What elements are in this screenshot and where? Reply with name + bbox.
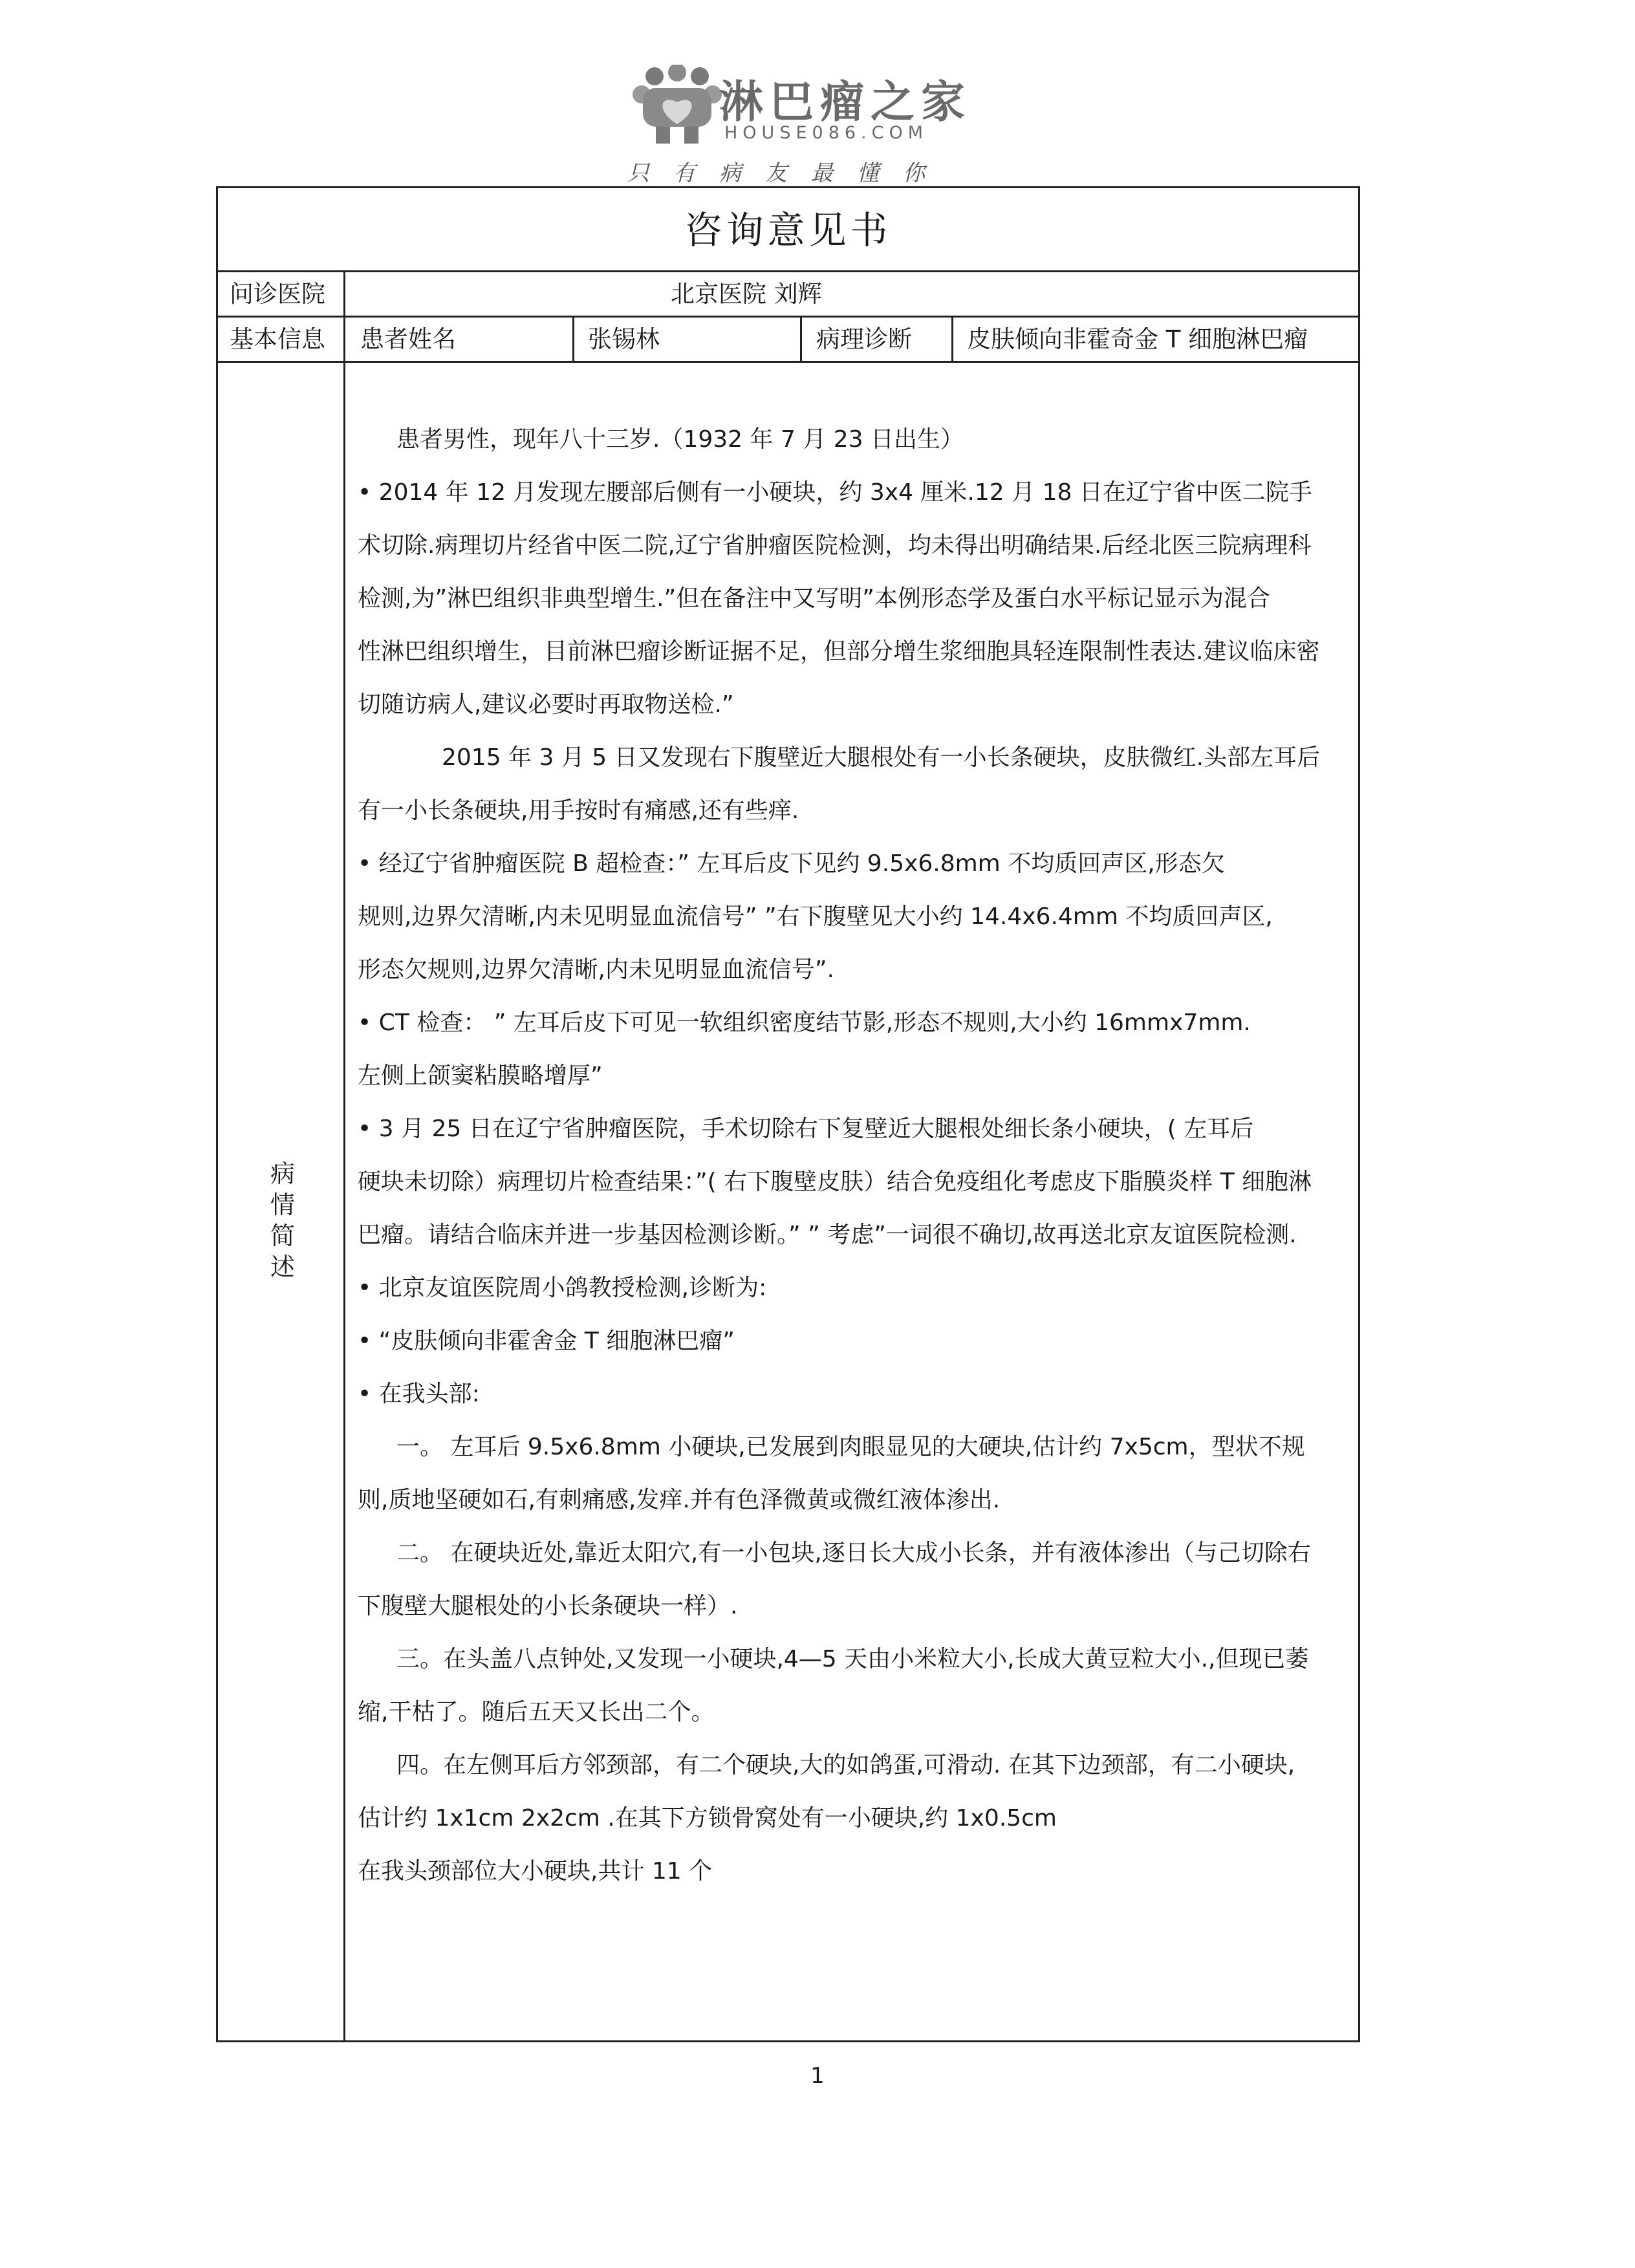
doctor-label: 问诊医院	[230, 280, 325, 308]
text-line: 则,质地坚硬如石,有刺痛感,发痒.并有色泽微黄或微红液体渗出.	[358, 1487, 1001, 1513]
text-line: 一。 左耳后 9.5x6.8mm 小硬块,已发展到肉眼显见的大硬块,估计约 7x5cm，型状不规	[396, 1434, 1305, 1460]
logo-name: 淋巴瘤之家	[719, 77, 972, 128]
logo-site-url: HOUSE086.COM	[724, 123, 929, 143]
text-line: 有一小长条硬块,用手按时有痛感,还有些痒.	[358, 797, 799, 824]
consultation-form	[216, 186, 1360, 2042]
text-line: 缩,干枯了。随后五天又长出二个。	[358, 1699, 715, 1725]
diagnosis-label: 病理诊断	[816, 325, 912, 353]
text-line: 规则,边界欠清晰,内未见明显血流信号” ”右下腹壁见大小约 14.4x6.4mm 不均质回声区,	[358, 903, 1273, 930]
basic-info-label: 基本信息	[230, 325, 325, 353]
text-line: 术切除.病理切片经省中医二院,辽宁省肿瘤医院检测，均未得出明确结果.后经北医三院病理科	[358, 532, 1312, 559]
text-line: 形态欠规则,边界欠清晰,内未见明显血流信号”.	[358, 956, 834, 983]
patient-name-label: 患者姓名	[360, 325, 456, 353]
text-line: • “皮肤倾向非霍舍金 T 细胞淋巴瘤”	[358, 1328, 735, 1354]
text-line: 2015 年 3 月 5 日又发现右下腹壁近大腿根处有一小长条硬块，皮肤微红.头部左耳后	[442, 744, 1321, 771]
page-number: 1	[810, 2063, 825, 2089]
text-line: 四。在左侧耳后方邻颈部，有二个硬块,大的如鸽蛋,可滑动. 在其下边颈部，有二小硬块,	[396, 1752, 1295, 1778]
text-line: 巴瘤。请结合临床并进一步基因检测诊断。” ” 考虑”一词很不确切,故再送北京友谊医院检测.	[358, 1222, 1297, 1248]
text-line: • 经辽宁省肿瘤医院 B 超检查：” 左耳后皮下见约 9.5x6.8mm 不均质回声区,形态欠	[358, 850, 1225, 877]
text-line: 二。 在硬块近处,靠近太阳穴,有一小包块,逐日长大成小长条，并有液体渗出（与己切除右	[396, 1540, 1311, 1566]
text-line: 三。在头盖八点钟处,又发现一小硬块,4—5 天由小米粒大小,长成大黄豆粒大小.,但现已萎	[396, 1646, 1309, 1672]
text-line: 患者男性，现年八十三岁.（1932 年 7 月 23 日出生）	[396, 426, 964, 453]
text-line: 估计约 1x1cm 2x2cm .在其下方锁骨窝处有一小硬块,约 1x0.5cm	[358, 1805, 1057, 1831]
logo-slogan: 只有病友最懂你	[627, 160, 949, 186]
text-line: 性淋巴组织增生，目前淋巴瘤诊断证据不足，但部分增生浆细胞具轻连限制性表达.建议临床密	[358, 638, 1320, 665]
divider	[951, 318, 953, 361]
section-label: 病 情 简 述	[270, 1160, 295, 1281]
divider	[800, 318, 802, 361]
text-line: 硬块未切除）病理切片检查结果：”( 右下腹壁皮肤）结合免疫组化考虑皮下脂膜炎样 T 细胞淋	[358, 1169, 1312, 1195]
doctor-row	[218, 272, 1358, 318]
text-line: 切随访病人,建议必要时再取物送检.”	[358, 691, 734, 718]
text-line: • 在我头部:	[358, 1381, 480, 1407]
people-logo-icon	[629, 65, 726, 146]
diagnosis-value: 皮肤倾向非霍奇金 T 细胞淋巴瘤	[967, 325, 1308, 353]
text-line: • 北京友谊医院周小鸽教授检测,诊断为:	[358, 1275, 767, 1301]
text-line: 左侧上颌窦粘膜略增厚”	[358, 1063, 603, 1089]
text-line: 下腹壁大腿根处的小长条硬块一样）.	[358, 1593, 738, 1619]
patient-name-value: 张锡林	[588, 325, 660, 353]
basic-info-row	[218, 318, 1358, 363]
form-title: 咨询意见书	[218, 188, 1358, 272]
text-line: 在我头颈部位大小硬块,共计 11 个	[358, 1858, 713, 1885]
text-line: • 3 月 25 日在辽宁省肿瘤医院，手术切除右下复壁近大腿根处细长条小硬块，( 左耳后	[358, 1116, 1254, 1142]
doctor-value: 北京医院 刘辉	[671, 280, 822, 308]
text-line: 检测,为”淋巴组织非典型增生.”但在备注中又写明”本例形态学及蛋白水平标记显示为混合	[358, 585, 1270, 612]
text-line: • CT 检查： ” 左耳后皮下可见一软组织密度结节影,形态不规则,大小约 16mmx7mm.	[358, 1010, 1251, 1036]
text-line: • 2014 年 12 月发现左腰部后侧有一小硬块，约 3x4 厘米.12 月 18 日在辽宁省中医二院手	[358, 479, 1312, 506]
left-column-divider	[343, 272, 345, 2042]
divider	[572, 318, 574, 361]
